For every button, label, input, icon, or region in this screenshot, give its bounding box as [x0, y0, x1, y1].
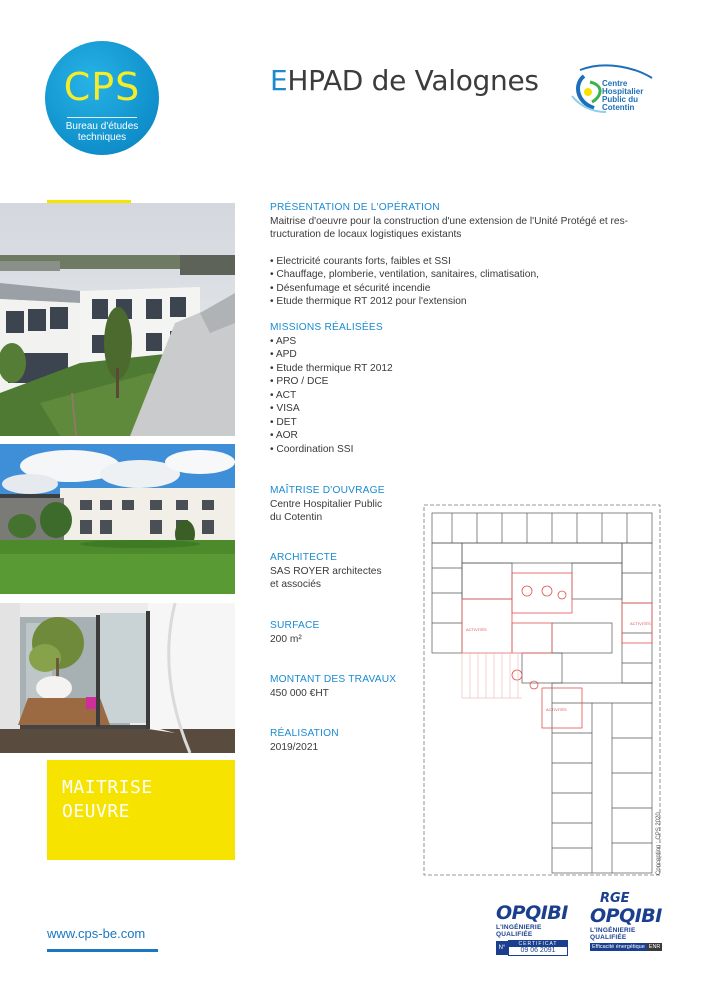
- partner-logo-line3: Public du: [602, 95, 638, 104]
- plan-credit: Conception : CPS 2020: [656, 812, 662, 875]
- rge-efficacite: Efficacité énergétique: [592, 944, 645, 950]
- partner-logo-line4: Cotentin: [602, 103, 635, 112]
- missions-heading: MISSIONS RÉALISÉES: [270, 322, 383, 333]
- realisation-heading: RÉALISATION: [270, 728, 339, 739]
- cps-logo-divider: [67, 117, 137, 118]
- maitrise-ouvrage-line2: du Cotentin: [270, 512, 323, 523]
- page-title-initial: E: [270, 64, 288, 97]
- list-item: • ACT: [270, 389, 297, 401]
- mission-type-box: [47, 760, 235, 860]
- list-item: • AOR: [270, 430, 298, 441]
- cps-logo-subtitle: [53, 121, 151, 143]
- realisation-value: 2019/2021: [270, 741, 319, 753]
- svg-text:ACTIVITÉS: ACTIVITÉS: [630, 621, 651, 626]
- list-item: • Chauffage, plomberie, ventilation, sanitaires, climatisation,: [270, 269, 539, 280]
- presentation-text: [270, 215, 660, 242]
- section-surface: [270, 619, 420, 646]
- mission-type-line2: OEUVRE: [62, 801, 131, 822]
- rge-subtitle: L'INGÉNIERIE QUALIFIÉE: [590, 927, 636, 941]
- cps-logo-subtitle-line2: techniques: [77, 132, 127, 143]
- maitrise-ouvrage-heading: MAÎTRISE D'OUVRAGE: [270, 485, 385, 496]
- section-montant: [270, 673, 420, 700]
- website-underline: [47, 949, 158, 952]
- architecte-line1: SAS ROYER architectes: [270, 565, 382, 577]
- section-missions: [270, 321, 660, 456]
- partner-logo-line1: Centre: [602, 79, 628, 88]
- missions-list: [270, 335, 660, 457]
- surface-heading: SURFACE: [270, 620, 320, 631]
- svg-text:ACTIVITÉS: ACTIVITÉS: [546, 707, 567, 712]
- list-item: • Electricité courants forts, faibles et SSI: [270, 255, 451, 267]
- certificate-label: CERTIFICAT: [509, 941, 567, 947]
- rge-logo: [590, 893, 670, 953]
- list-item: • APS: [270, 335, 297, 347]
- presentation-line1: Maitrise d'oeuvre pour la construction d'une extension de l'Unité Protégé et res-: [270, 215, 629, 227]
- certificate-badge: [496, 940, 576, 956]
- floor-plan: [422, 503, 662, 877]
- opqibi-subtitle: L'INGÉNIERIE QUALIFIÉE: [496, 924, 542, 938]
- section-architecte: [270, 551, 420, 592]
- photo-courtyard: [0, 203, 235, 436]
- rge-enr: ENR: [648, 944, 661, 950]
- list-item: • Désenfumage et sécurité incendie: [270, 282, 431, 294]
- list-item: • APD: [270, 349, 297, 360]
- page-title: [270, 64, 539, 97]
- rge-badge: [590, 943, 670, 951]
- list-item: • Coordination SSI: [270, 443, 354, 455]
- section-realisation: [270, 727, 420, 754]
- section-maitrise-ouvrage: [270, 484, 420, 525]
- certificate-frame: [508, 940, 568, 956]
- list-item: • Etude thermique RT 2012 pour l'extension: [270, 296, 467, 307]
- list-item: • DET: [270, 416, 297, 428]
- list-item: • Etude thermique RT 2012: [270, 362, 393, 374]
- opqibi-word: OPQIBI: [496, 902, 568, 924]
- list-item: • PRO / DCE: [270, 376, 329, 387]
- mission-type-label: [62, 776, 153, 824]
- rge-label: RGE: [600, 891, 630, 906]
- page-title-rest: HPAD de Valognes: [287, 64, 539, 97]
- presentation-heading: PRÉSENTATION DE L'OPÉRATION: [270, 202, 440, 213]
- website-link[interactable]: www.cps-be.com: [47, 926, 146, 941]
- surface-value: 200 m²: [270, 633, 302, 645]
- partner-logo: [566, 62, 662, 118]
- photo-interior: [0, 603, 235, 753]
- mission-type-line1: MAITRISE: [62, 777, 153, 798]
- maitrise-ouvrage-line1: Centre Hospitalier Public: [270, 498, 383, 510]
- montant-heading: MONTANT DES TRAVAUX: [270, 674, 397, 685]
- partner-logo-line2: Hospitalier: [602, 87, 644, 96]
- architecte-line2: et associés: [270, 579, 321, 590]
- cps-logo: [45, 41, 159, 155]
- partner-logo-text: [602, 80, 664, 112]
- opqibi-certificate-logo: [496, 902, 576, 954]
- certificate-number: 09 06 2091: [520, 947, 556, 954]
- svg-text:ACTIVITÉS: ACTIVITÉS: [466, 627, 487, 632]
- section-presentation: [270, 201, 660, 309]
- photo-exterior: [0, 444, 235, 594]
- certificate-number-icon: N°: [496, 941, 508, 955]
- montant-value: 450 000 €HT: [270, 687, 329, 699]
- cps-logo-subtitle-line1: Bureau d'études: [65, 121, 139, 132]
- floor-plan-drawing: [422, 503, 662, 877]
- rge-opqibi-word: OPQIBI: [590, 905, 662, 927]
- architecte-heading: ARCHITECTE: [270, 552, 338, 563]
- cps-logo-initials: CPS: [63, 65, 141, 109]
- list-item: • VISA: [270, 403, 300, 414]
- presentation-line2: tructuration de locaux logistiques existants: [270, 229, 462, 240]
- presentation-bullets: [270, 255, 660, 309]
